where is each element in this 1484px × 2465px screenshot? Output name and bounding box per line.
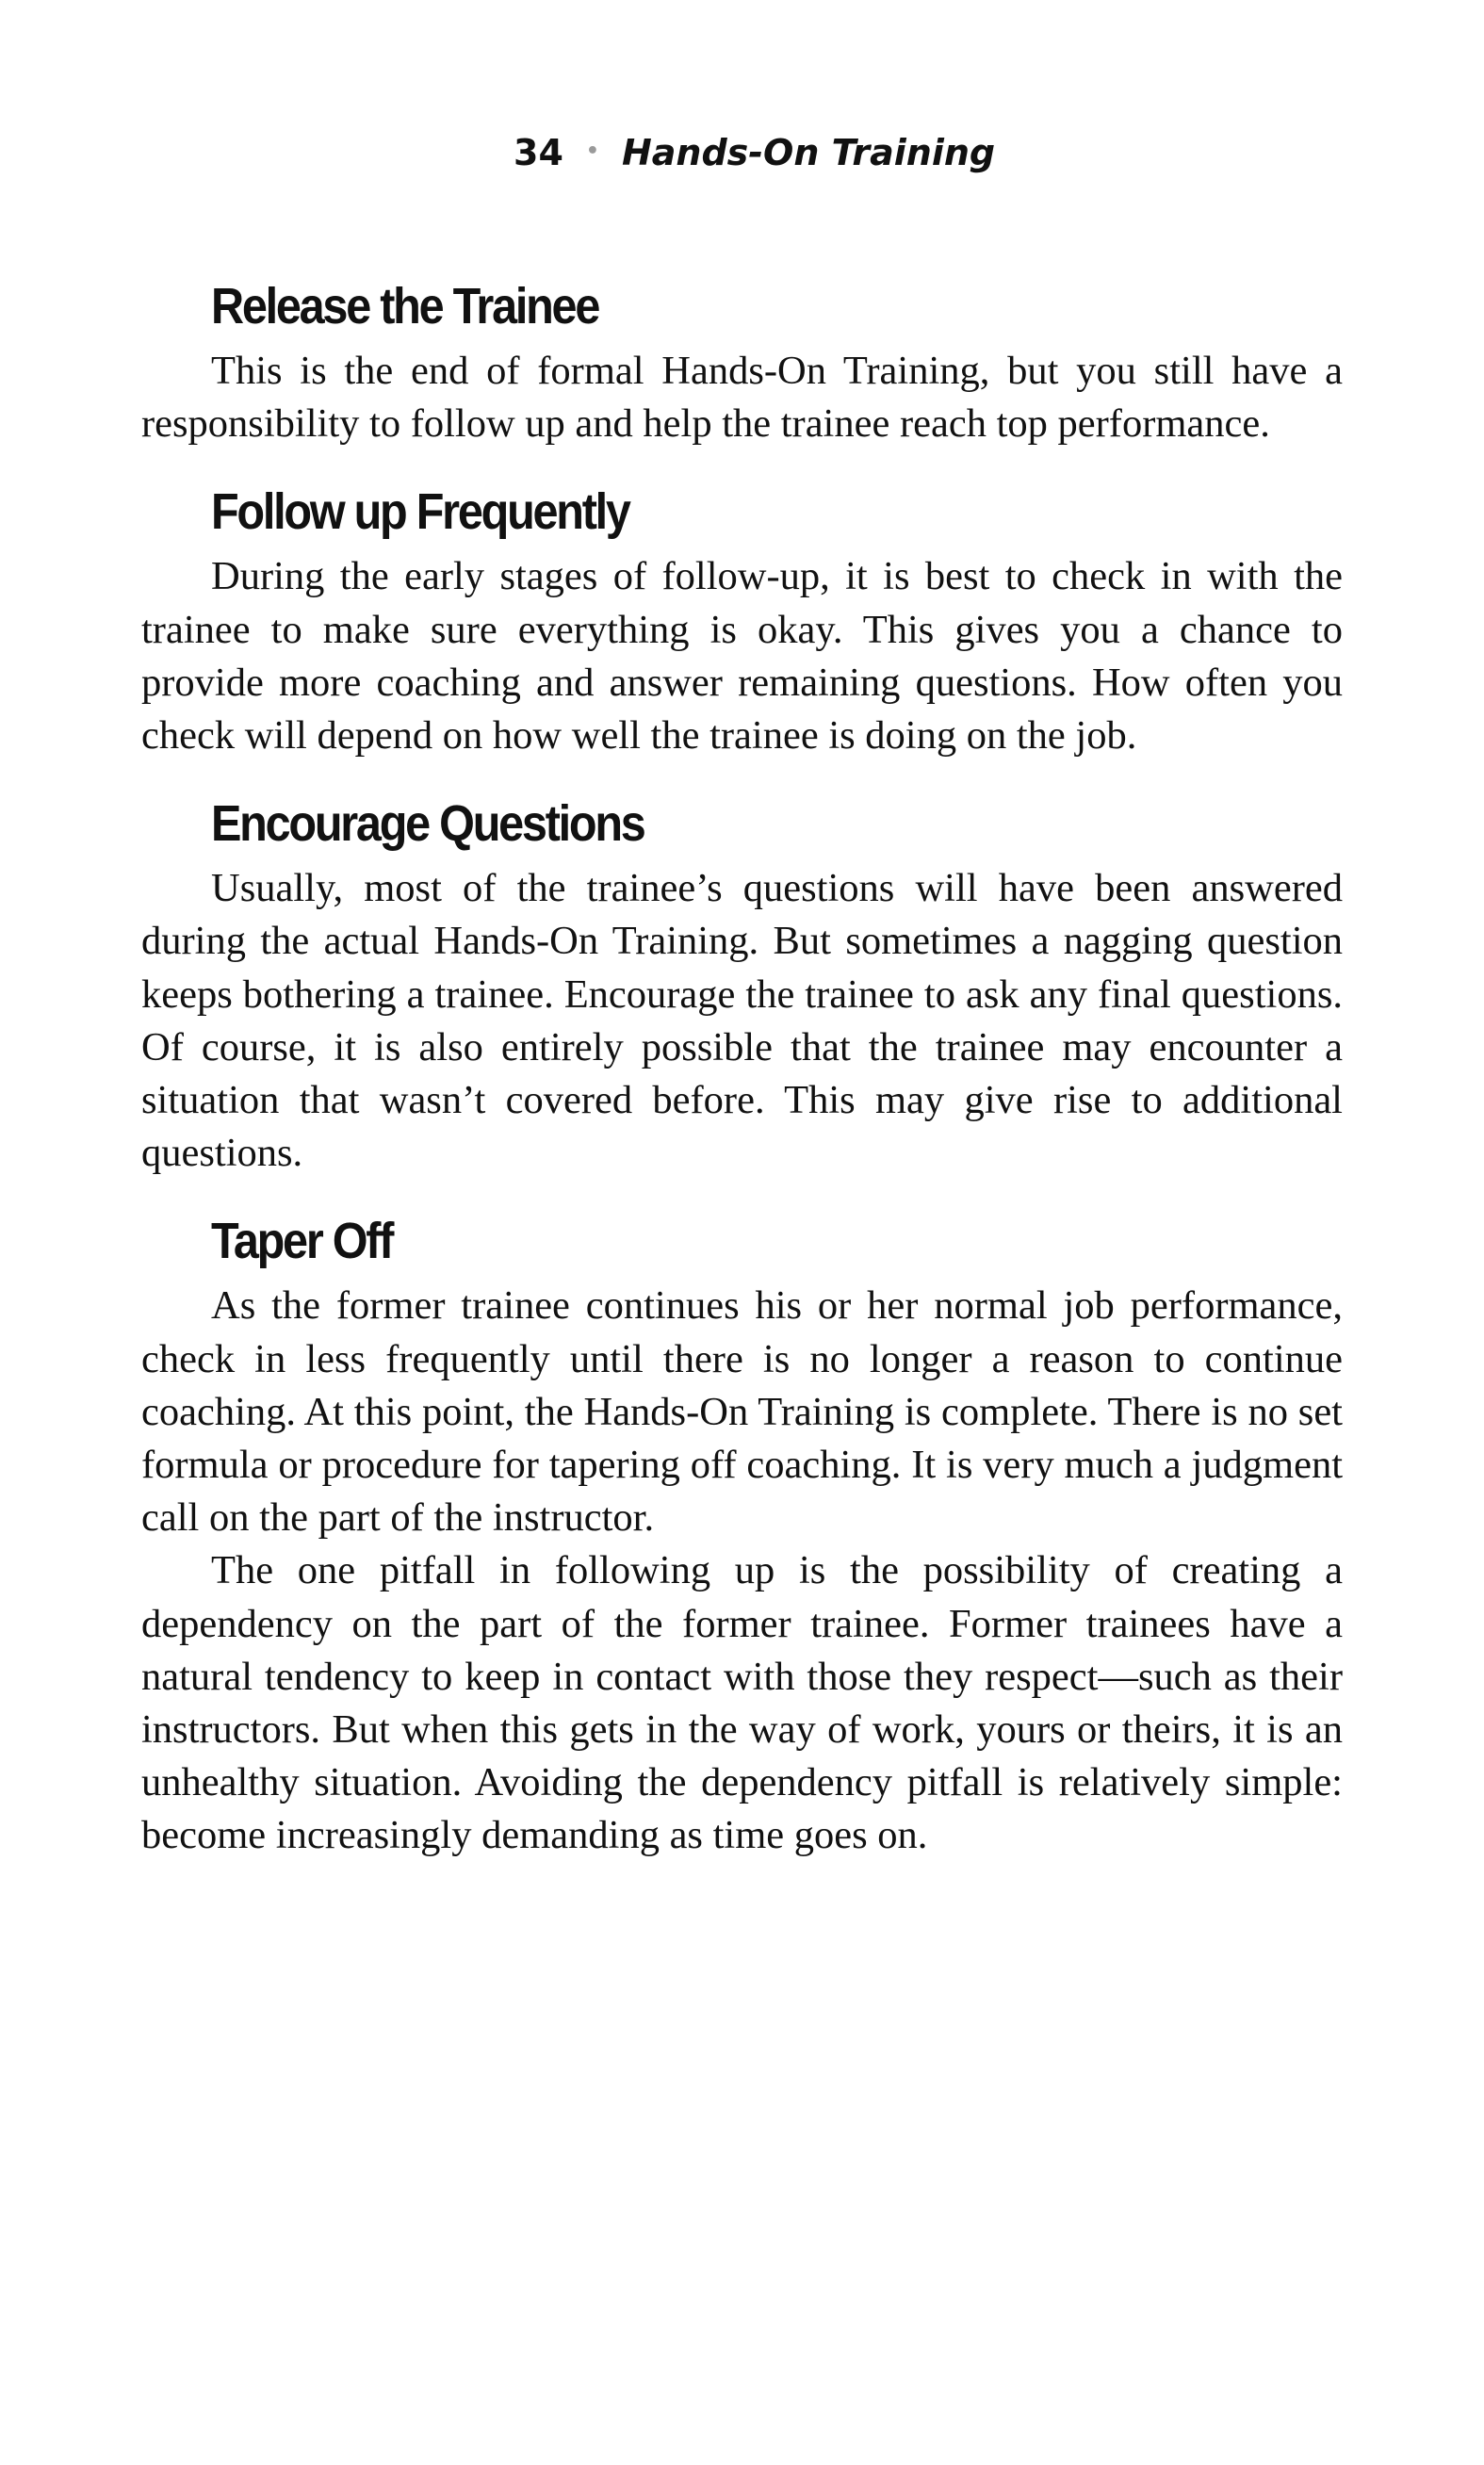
section-release-the-trainee <box>141 268 1343 450</box>
page-number: 34 <box>514 132 563 173</box>
paragraph: The one pitfall in following up is the possibility of creating a dependency on the part of the former trainee. Former trainees have a natural tendency to keep in contact with those they respect—such as their instructors. But when this gets in the way of work, yours or theirs, it is an unhealthy situation. Avoiding the dependency pitfall is relatively simple: become increasingly demanding as time goes on. <box>141 1548 1343 1858</box>
running-head <box>514 132 995 188</box>
paragraph: During the early stages of follow-up, it is best to check in with the trainee to make sure everything is okay. This gives you a chance to provide more coaching and answer remaining questions. How often you check will depend on how well the trainee is doing on the job. <box>141 554 1343 759</box>
paragraph: This is the end of formal Hands-On Training, but you still have a responsibility to follow up and help the trainee reach top performance. <box>141 349 1343 447</box>
section-heading: Taper Off <box>211 1213 393 1270</box>
body-text <box>141 268 1343 1863</box>
bullet-separator: • <box>585 139 599 163</box>
section-taper-off <box>141 1202 1343 1862</box>
paragraph: Usually, most of the trainee’s questions will have been answered during the actual Hands-On Training. But sometimes a nagging question keeps bothering a trainee. Encourage the trainee to ask any final questions. Of course, it is also entirely possible that the trainee may encounter a situation that wasn’t covered before. This may give rise to additional questions. <box>141 866 1343 1176</box>
section-heading: Encourage Questions <box>211 795 644 853</box>
section-encourage-questions <box>141 785 1343 1180</box>
section-follow-up-frequently <box>141 473 1343 762</box>
section-heading: Follow up Frequently <box>211 483 629 541</box>
section-heading: Release the Trainee <box>211 278 599 335</box>
paragraph: As the former trainee continues his or her normal job performance, check in less frequently until there is no longer a reason to continue coaching. At this point, the Hands-On Training is complete. There is no set formula or procedure for tapering off coaching. It is very much a judgment call on the part of the instructor. <box>141 1283 1343 1541</box>
book-title: Hands-On Training <box>621 132 996 173</box>
